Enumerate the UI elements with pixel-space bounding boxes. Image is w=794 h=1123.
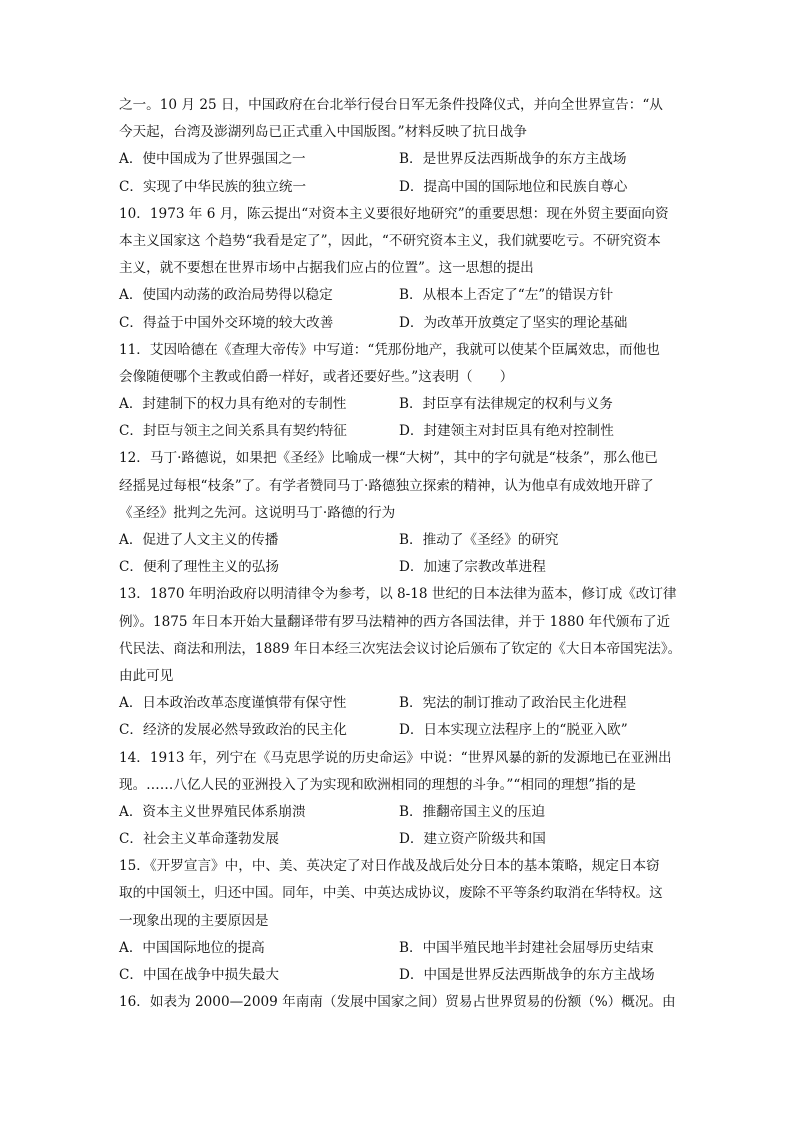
options-row (119, 282, 679, 309)
stem-line: 15．《开罗宣言》中，中、美、英决定了对日作战及战后处分日本的基本策略，规定日本窃 (119, 858, 660, 875)
question-stem (119, 745, 679, 799)
options-row (119, 962, 679, 989)
stem-line: 之一。10 月 25 日，中国政府在台北举行侵台日军无条件投降仪式，并向全世界宣告：“从 (119, 97, 663, 113)
options-row (119, 310, 679, 337)
stem-line: 11．艾因哈德在《查理大帝传》中写道：“凭那份地产，我就可以使某个臣属效忠，而他也 (119, 341, 660, 358)
option-c: C．中国在战争中损失最大 (119, 967, 279, 983)
option-b: B．中国半殖民地半封建社会屈辱历史结束 (399, 939, 654, 956)
options-row (119, 799, 679, 826)
option-a: A．资本主义世界殖民体系崩溃 (119, 803, 306, 820)
question-16 (119, 989, 679, 1016)
options-row (119, 174, 679, 201)
question-10 (119, 201, 679, 337)
option-b: B．封臣享有法律规定的权利与义务 (399, 396, 613, 413)
option-a: A．使国内动荡的政治局势得以稳定 (119, 287, 333, 304)
options-row (119, 935, 679, 962)
options-row (119, 554, 679, 581)
option-b: B．是世界反法西斯战争的东方主战场 (399, 151, 627, 168)
option-a: A．封建制下的权力具有绝对的专制性 (119, 396, 347, 413)
question-stem (119, 989, 679, 1016)
stem-line: 主义，就不要想在世界市场中占据我们应占的位置”。这一思想的提出 (119, 260, 534, 277)
options-row (119, 391, 679, 418)
question-12 (119, 445, 679, 581)
question-stem (119, 92, 679, 146)
stem-line: 例》。1875 年日本开始大量翻译带有罗马法精神的西方各国法律，并于 1880 年代颁布了近 (119, 613, 671, 630)
option-d: D．为改革开放奠定了坚实的理论基础 (399, 314, 628, 331)
question-9-continuation (119, 92, 679, 201)
options-row (119, 418, 679, 445)
stem-line: 13．1870 年明治政府以明清律令为参考，以 8-18 世纪的日本法律为蓝本，修订成《改订律 (119, 586, 677, 603)
stem-line: 今天起，台湾及澎湖列岛已正式重入中国版图。”材料反映了抗日战争 (119, 124, 527, 141)
option-c: C．社会主义革命蓬勃发展 (119, 831, 279, 848)
stem-line: 由此可见 (119, 667, 174, 684)
options-row (119, 717, 679, 744)
option-a: A．日本政治改革态度谨慎带有保守性 (119, 695, 347, 712)
stem-line: 代民法、商法和刑法，1889 年日本经三次宪法会议讨论后颁布了钦定的《大日本帝国宪法》。 (119, 640, 682, 657)
option-d: D．日本实现立法程序上的“脱亚入欧” (399, 722, 628, 739)
option-c: C．经济的发展必然导致政治的民主化 (119, 722, 347, 739)
stem-line: 16．如表为 2000—2009 年南南（发展中国家之间）贸易占世界贸易的份额（%）概况。由 (119, 994, 676, 1011)
stem-line: 一现象出现的主要原因是 (119, 912, 269, 929)
question-13 (119, 581, 682, 744)
question-11 (119, 337, 679, 446)
option-d: D．加速了宗教改革进程 (399, 559, 546, 576)
question-14 (119, 745, 679, 854)
stem-line: 本主义国家这 个趋势“我看是定了”，因此，“不研究资本主义，我们就要吃亏。不研究资本 (119, 232, 661, 249)
stem-line: 14．1913 年，列宁在《马克思学说的历史命运》中说：“世界风暴的新的发源地已在亚洲出 (119, 749, 672, 766)
option-a: A．使中国成为了世界强国之一 (119, 151, 306, 168)
option-c: C．封臣与领主之间关系具有契约特征 (119, 423, 347, 440)
stem-line: 12．马丁·路德说，如果把《圣经》比喻成一棵“大树”，其中的字句就是“枝条”，那么他已 (119, 450, 658, 467)
option-c: C．实现了中华民族的独立统一 (119, 178, 307, 195)
question-stem (119, 201, 679, 283)
stem-line: 取的中国领土，归还中国。同年，中美、中英达成协议，废除不平等条约取消在华特权。这 (119, 885, 663, 902)
options-row (119, 146, 679, 173)
stem-line: 会像随便哪个主教或伯爵一样好，或者还要好些。”这表明（ ） (119, 368, 514, 385)
option-a: A．促进了人文主义的传播 (119, 532, 279, 548)
question-stem (119, 337, 679, 391)
option-d: D．封建领主对封臣具有绝对控制性 (399, 423, 614, 440)
question-stem (119, 445, 679, 527)
stem-line: 现。……八亿人民的亚洲投入了为实现和欧洲相同的理想的斗争。”“相同的理想”指的是 (119, 776, 637, 793)
stem-line: 《圣经》批判之先河。这说明马丁·路德的行为 (119, 504, 396, 521)
option-b: B．宪法的制订推动了政治民主化进程 (399, 695, 627, 712)
question-15 (119, 853, 679, 989)
exam-page (119, 92, 682, 1016)
option-d: D．提高中国的国际地位和民族自尊心 (399, 178, 628, 195)
option-c: C．便利了理性主义的弘扬 (119, 559, 279, 576)
question-stem (119, 581, 682, 690)
option-b: B．从根本上否定了“左”的错误方针 (399, 287, 614, 304)
option-a: A．中国国际地位的提高 (119, 939, 265, 956)
option-b: B．推翻帝国主义的压迫 (399, 803, 545, 820)
stem-line: 10．1973 年 6 月，陈云提出“对资本主义要很好地研究”的重要思想：现在外贸主要面向资 (119, 205, 669, 222)
option-c: C．得益于中国外交环境的较大改善 (119, 314, 334, 331)
options-row (119, 690, 679, 717)
option-d: D．中国是世界反法西斯战争的东方主战场 (399, 967, 655, 983)
option-d: D．建立资产阶级共和国 (399, 831, 546, 848)
options-row (119, 826, 679, 853)
stem-line: 经摇晃过每根“枝条”了。有学者赞同马丁·路德独立探索的精神，认为他卓有成效地开辟了 (119, 477, 654, 494)
option-b: B．推动了《圣经》的研究 (399, 532, 559, 548)
options-row (119, 527, 679, 554)
question-stem (119, 853, 679, 935)
